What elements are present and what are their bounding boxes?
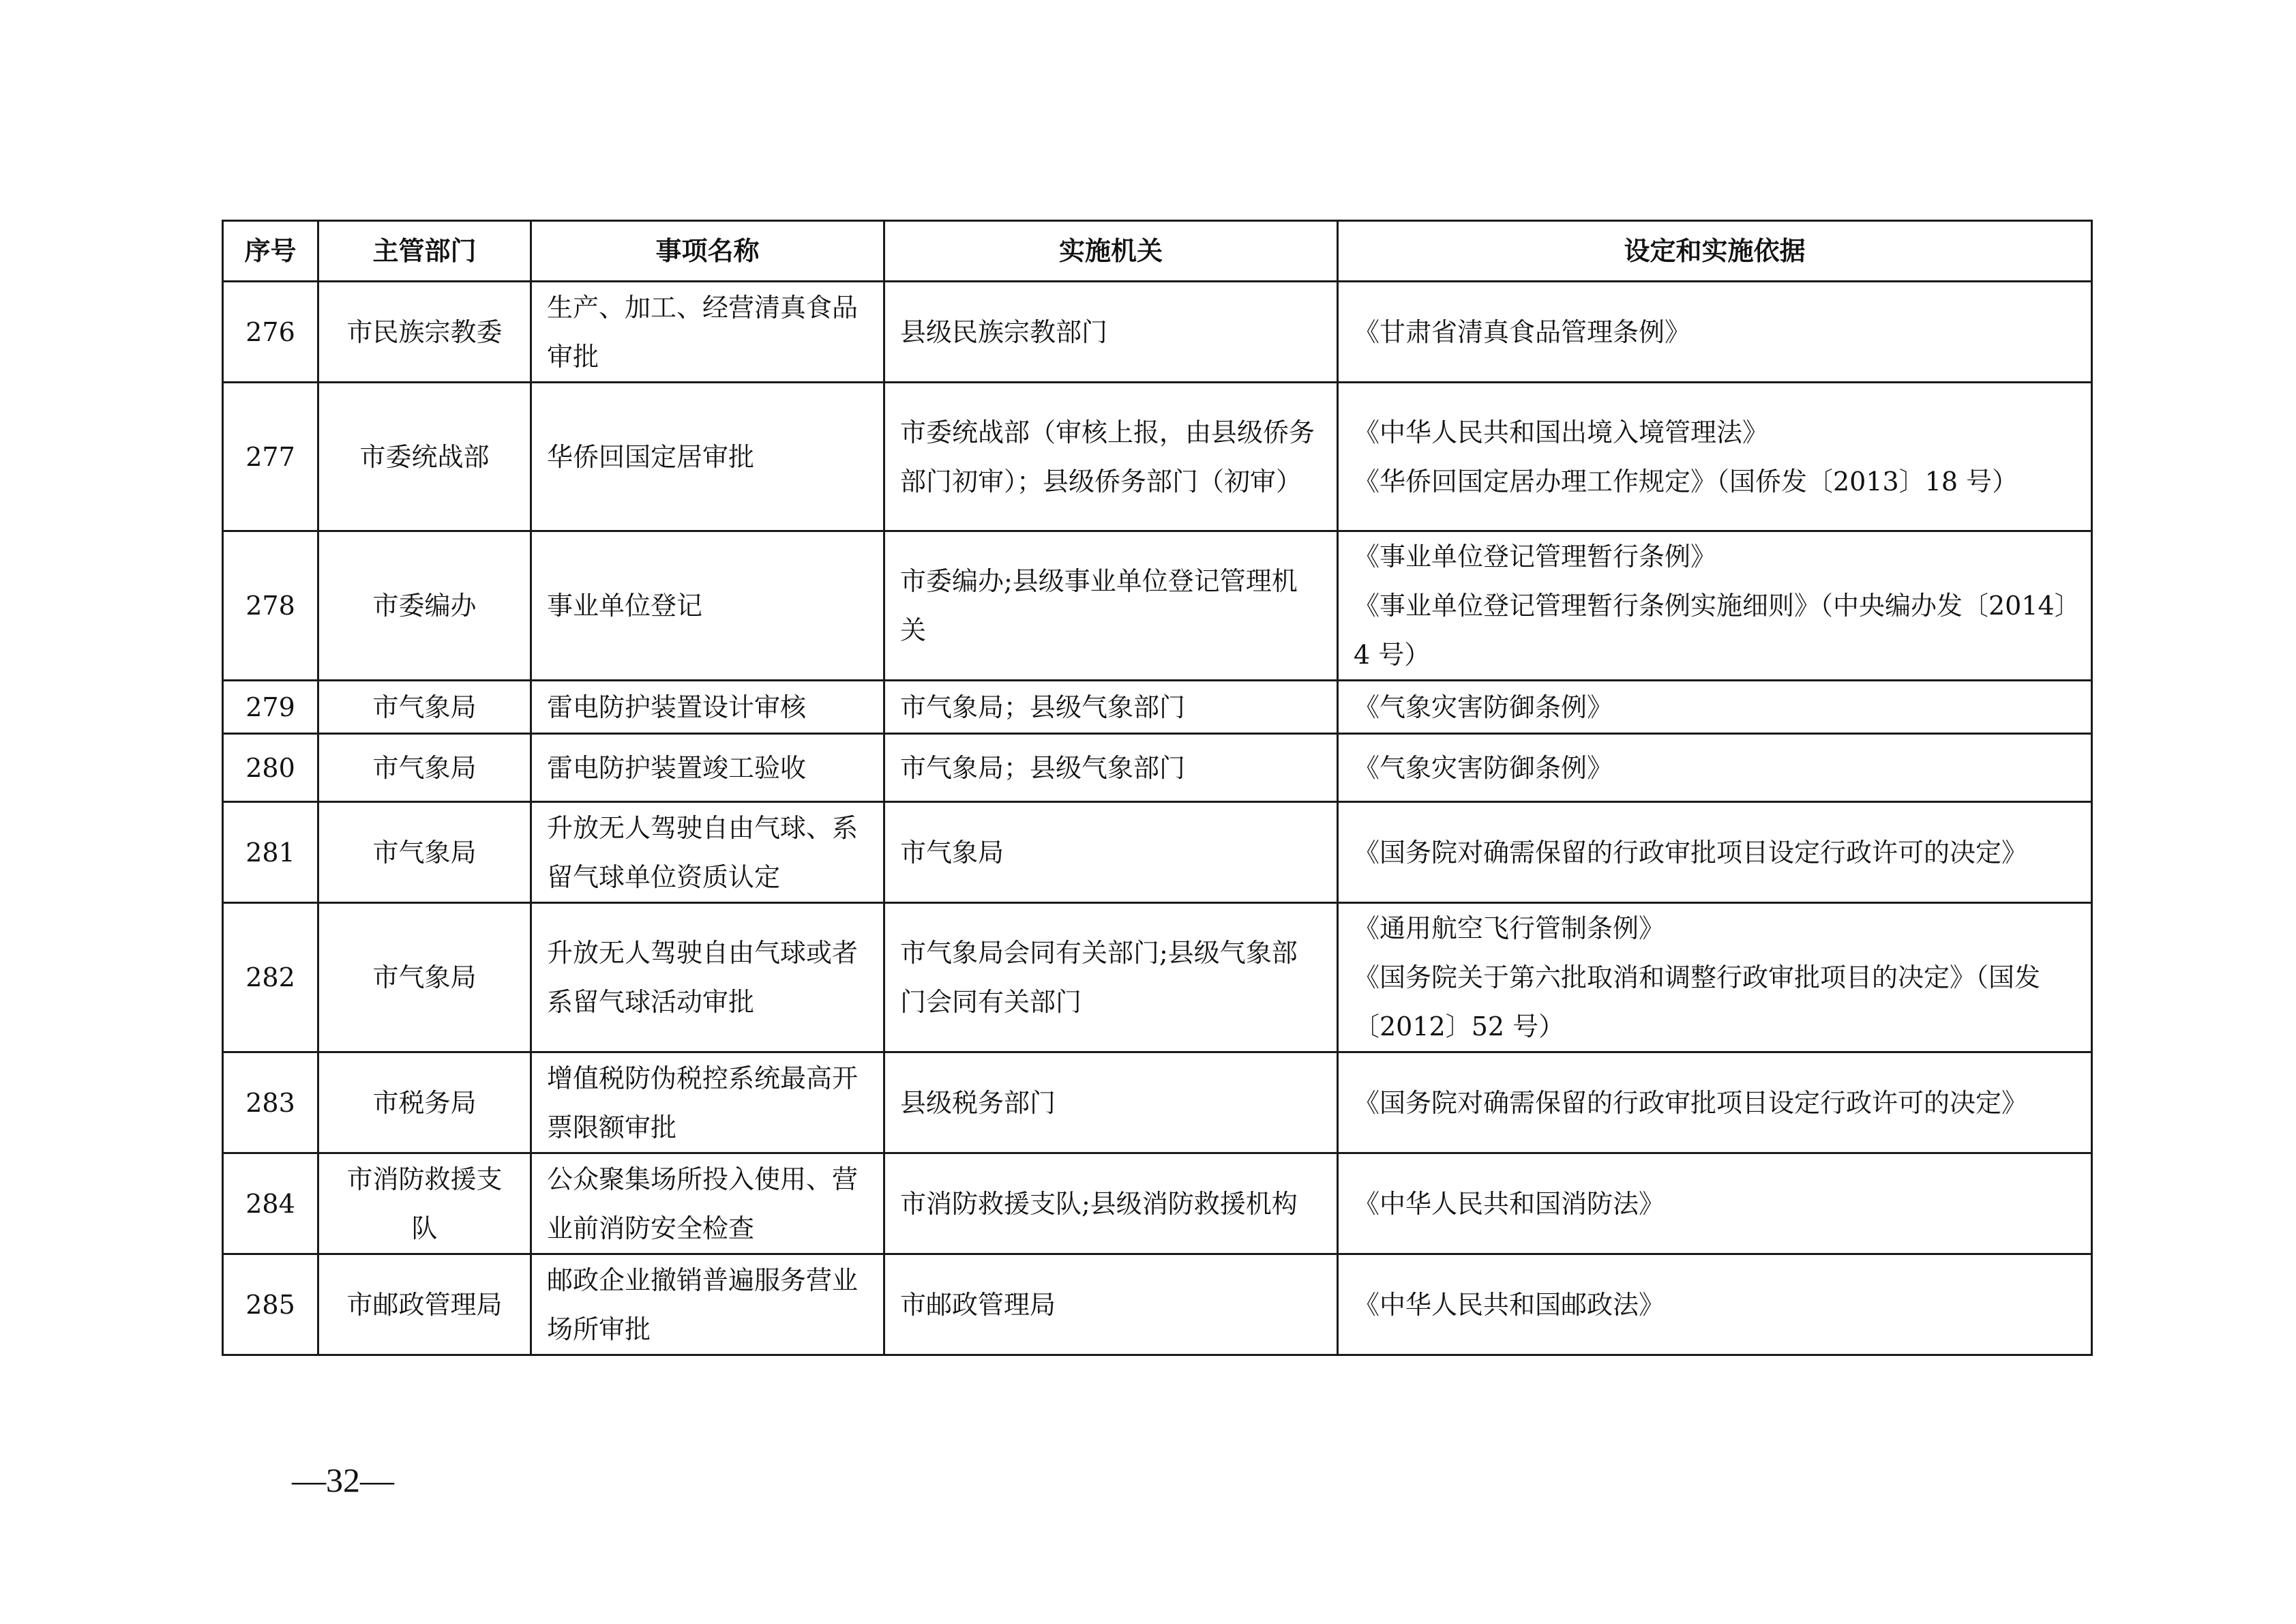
legal-basis-line: 《国务院对确需保留的行政审批项目设定行政许可的决定》 bbox=[1354, 837, 2028, 868]
table-row bbox=[223, 1153, 2092, 1254]
cell-serial-number: 278 bbox=[223, 531, 318, 681]
cell-serial-number: 283 bbox=[223, 1052, 318, 1153]
legal-basis-line: 《通用航空飞行管制条例》 bbox=[1354, 913, 1665, 943]
cell-item-name: 邮政企业撤销普遍服务营业场所审批 bbox=[531, 1254, 884, 1355]
table-body bbox=[223, 282, 2092, 1355]
legal-basis-line: 《甘肃省清真食品管理条例》 bbox=[1354, 316, 1691, 347]
cell-item-name: 生产、加工、经营清真食品审批 bbox=[531, 282, 884, 383]
cell-legal-basis bbox=[1338, 1153, 2092, 1254]
cell-item-name: 雷电防护装置设计审核 bbox=[531, 681, 884, 734]
legal-basis-line: 《事业单位登记管理暂行条例》 bbox=[1354, 542, 1717, 572]
legal-basis-line: 《国务院对确需保留的行政审批项目设定行政许可的决定》 bbox=[1354, 1087, 2028, 1118]
cell-department: 市气象局 bbox=[318, 802, 531, 903]
header-serial-number: 序号 bbox=[223, 221, 318, 282]
legal-basis-line: 《气象灾害防御条例》 bbox=[1354, 692, 1613, 722]
cell-item-name: 公众聚集场所投入使用、营业前消防安全检查 bbox=[531, 1153, 884, 1254]
cell-legal-basis bbox=[1338, 531, 2092, 681]
table-row bbox=[223, 903, 2092, 1052]
cell-implementing-agency: 市消防救援支队;县级消防救援机构 bbox=[884, 1153, 1338, 1254]
cell-item-name: 升放无人驾驶自由气球或者系留气球活动审批 bbox=[531, 903, 884, 1052]
table-header-row bbox=[223, 221, 2092, 282]
header-item-name: 事项名称 bbox=[531, 221, 884, 282]
cell-serial-number: 279 bbox=[223, 681, 318, 734]
cell-implementing-agency: 市气象局会同有关部门;县级气象部门会同有关部门 bbox=[884, 903, 1338, 1052]
cell-legal-basis bbox=[1338, 734, 2092, 802]
cell-item-name: 华侨回国定居审批 bbox=[531, 383, 884, 531]
cell-item-name: 升放无人驾驶自由气球、系留气球单位资质认定 bbox=[531, 802, 884, 903]
cell-serial-number: 285 bbox=[223, 1254, 318, 1355]
cell-serial-number: 282 bbox=[223, 903, 318, 1052]
cell-implementing-agency: 市邮政管理局 bbox=[884, 1254, 1338, 1355]
cell-implementing-agency: 市气象局；县级气象部门 bbox=[884, 734, 1338, 802]
header-implementing-agency: 实施机关 bbox=[884, 221, 1338, 282]
header-department: 主管部门 bbox=[318, 221, 531, 282]
cell-legal-basis bbox=[1338, 1254, 2092, 1355]
table-row bbox=[223, 282, 2092, 383]
cell-serial-number: 284 bbox=[223, 1153, 318, 1254]
cell-implementing-agency: 市委统战部（审核上报，由县级侨务部门初审）；县级侨务部门（初审） bbox=[884, 383, 1338, 531]
cell-implementing-agency: 市委编办;县级事业单位登记管理机关 bbox=[884, 531, 1338, 681]
cell-legal-basis bbox=[1338, 383, 2092, 531]
cell-legal-basis bbox=[1338, 802, 2092, 903]
table-row bbox=[223, 1052, 2092, 1153]
legal-basis-line: 《事业单位登记管理暂行条例实施细则》（中央编办发〔2014〕4 号） bbox=[1354, 591, 2068, 670]
cell-implementing-agency: 市气象局 bbox=[884, 802, 1338, 903]
legal-basis-line: 《华侨回国定居办理工作规定》（国侨发〔2013〕18 号） bbox=[1354, 466, 2018, 497]
cell-serial-number: 276 bbox=[223, 282, 318, 383]
page-number: —32— bbox=[292, 1461, 394, 1499]
legal-basis-line: 《国务院关于第六批取消和调整行政审批项目的决定》（国发〔2012〕52 号） bbox=[1354, 962, 2041, 1042]
cell-department: 市气象局 bbox=[318, 681, 531, 734]
table-row bbox=[223, 383, 2092, 531]
cell-serial-number: 280 bbox=[223, 734, 318, 802]
cell-implementing-agency: 县级税务部门 bbox=[884, 1052, 1338, 1153]
cell-serial-number: 281 bbox=[223, 802, 318, 903]
approval-items-table bbox=[222, 220, 2093, 1356]
cell-serial-number: 277 bbox=[223, 383, 318, 531]
cell-department: 市气象局 bbox=[318, 734, 531, 802]
legal-basis-line: 《中华人民共和国出境入境管理法》 bbox=[1354, 417, 1769, 447]
table-row bbox=[223, 681, 2092, 734]
cell-implementing-agency: 县级民族宗教部门 bbox=[884, 282, 1338, 383]
cell-legal-basis bbox=[1338, 903, 2092, 1052]
cell-item-name: 事业单位登记 bbox=[531, 531, 884, 681]
cell-department: 市委统战部 bbox=[318, 383, 531, 531]
cell-department: 市气象局 bbox=[318, 903, 531, 1052]
cell-legal-basis bbox=[1338, 1052, 2092, 1153]
cell-legal-basis bbox=[1338, 681, 2092, 734]
cell-department: 市邮政管理局 bbox=[318, 1254, 531, 1355]
legal-basis-line: 《气象灾害防御条例》 bbox=[1354, 752, 1613, 783]
table-row bbox=[223, 802, 2092, 903]
table-row bbox=[223, 734, 2092, 802]
cell-department: 市民族宗教委 bbox=[318, 282, 531, 383]
cell-department: 市委编办 bbox=[318, 531, 531, 681]
cell-item-name: 雷电防护装置竣工验收 bbox=[531, 734, 884, 802]
cell-department: 市税务局 bbox=[318, 1052, 531, 1153]
cell-legal-basis bbox=[1338, 282, 2092, 383]
legal-basis-line: 《中华人民共和国邮政法》 bbox=[1354, 1289, 1665, 1320]
legal-basis-line: 《中华人民共和国消防法》 bbox=[1354, 1188, 1665, 1219]
table-row bbox=[223, 1254, 2092, 1355]
cell-department: 市消防救援支队 bbox=[318, 1153, 531, 1254]
cell-item-name: 增值税防伪税控系统最高开票限额审批 bbox=[531, 1052, 884, 1153]
cell-implementing-agency: 市气象局；县级气象部门 bbox=[884, 681, 1338, 734]
header-legal-basis: 设定和实施依据 bbox=[1338, 221, 2092, 282]
table-row bbox=[223, 531, 2092, 681]
